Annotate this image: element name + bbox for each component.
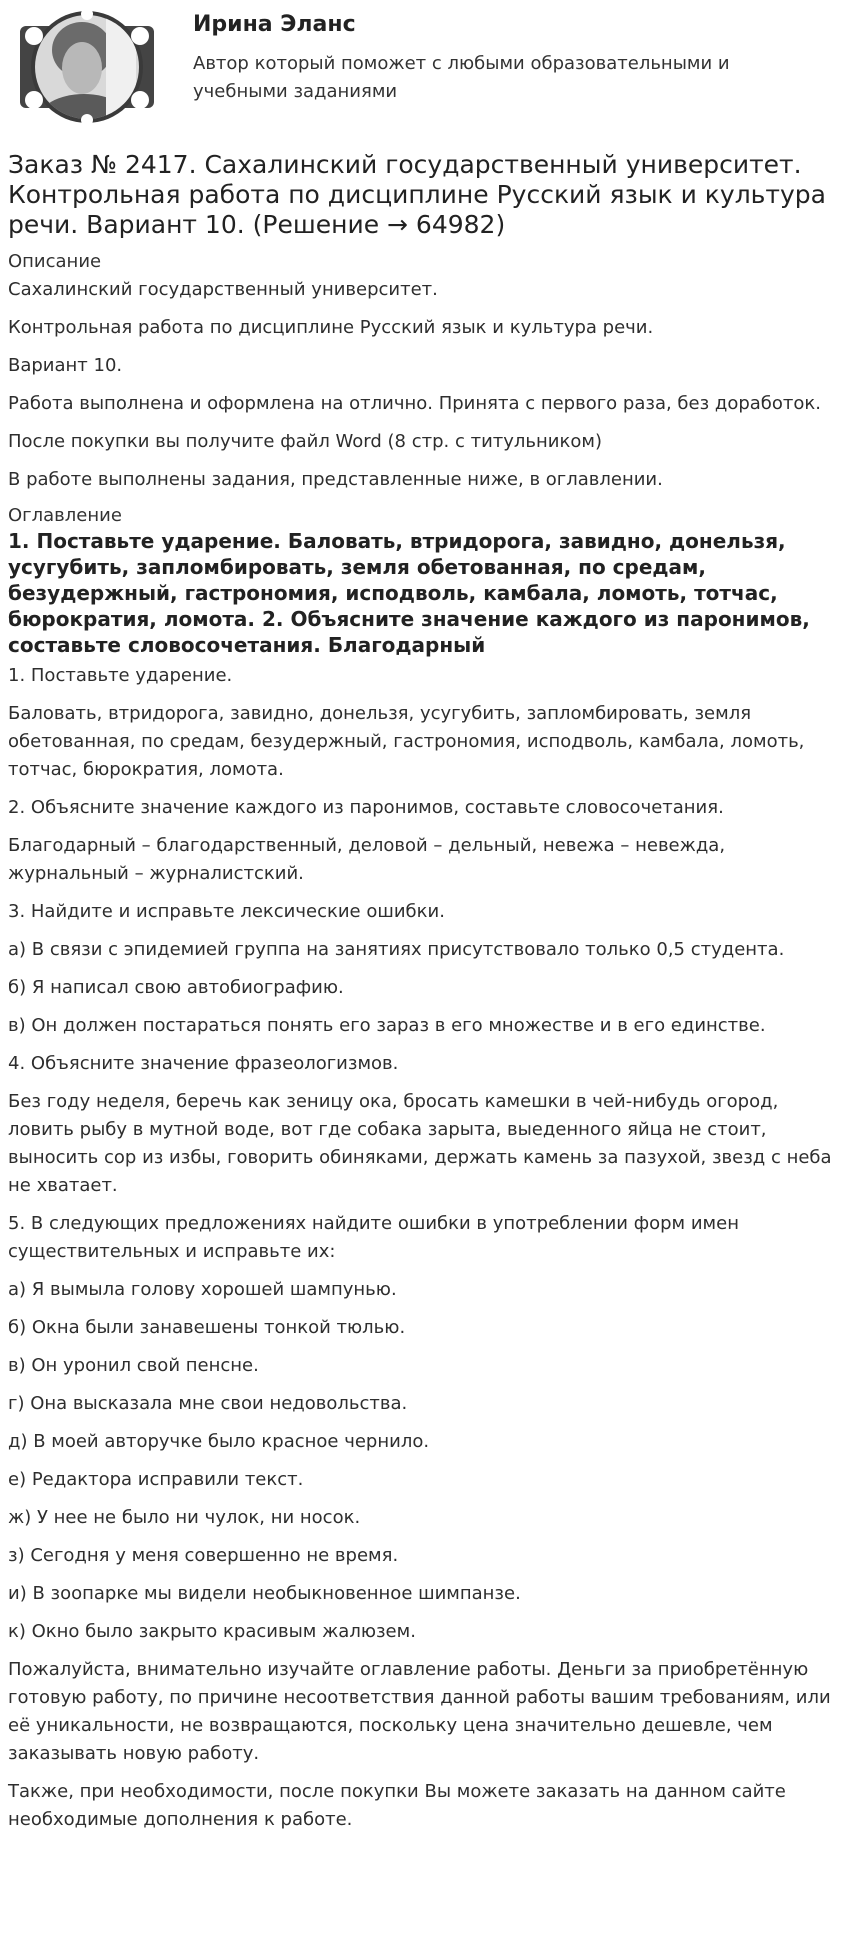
toc-paragraph: Пожалуйста, внимательно изучайте оглавление работы. Деньги за приобретённую готовую работу, по причине несоответствия данной работы вашим требованиям, или её уникальности, не возвращаются, поскольку цена значительно дешевле, чем заказывать новую работу.: [8, 1659, 831, 1764]
description-paragraph: Работа выполнена и оформлена на отлично. Принята с первого раза, без доработок.: [8, 393, 822, 414]
toc-paragraph: в) Он должен постараться понять его зараз в его множестве и в его единстве.: [8, 1015, 766, 1036]
description-paragraph: Сахалинский государственный университет.: [8, 279, 438, 300]
author-name: Ирина Эланс: [193, 12, 356, 37]
description-section: [8, 276, 839, 494]
description-paragraph: Контрольная работа по дисциплине Русский язык и культура речи.: [8, 317, 654, 338]
toc-paragraph: а) В связи с эпидемией группа на занятиях присутствовало только 0,5 студента.: [8, 939, 785, 960]
author-avatar: [16, 8, 158, 126]
description-label: Описание: [8, 251, 102, 272]
description-paragraph: Вариант 10.: [8, 355, 123, 376]
toc-paragraph: д) В моей авторучке было красное чернило.: [8, 1431, 430, 1452]
toc-heading: 1. Поставьте ударение. Баловать, втридорога, завидно, донельзя, усугубить, запломбировать, земля обетованная, по средам, безудержный, гастрономия, исподволь, камбала, ломоть, тотчас, бюрократия, ломота. 2. Объясните значение каждого из паронимов, составьте словосочетания. Благодарный: [8, 529, 810, 657]
toc-paragraph: к) Окно было закрыто красивым жалюзем.: [8, 1621, 416, 1642]
toc-paragraph: 4. Объясните значение фразеологизмов.: [8, 1053, 399, 1074]
description-paragraph: После покупки вы получите файл Word (8 стр. с титульником): [8, 431, 602, 452]
toc-paragraph: е) Редактора исправили текст.: [8, 1469, 304, 1490]
toc-paragraph: Благодарный – благодарственный, деловой – дельный, невежа – невежда, журнальный – журналистский.: [8, 835, 726, 884]
toc-paragraph: и) В зоопарке мы видели необыкновенное шимпанзе.: [8, 1583, 521, 1604]
toc-paragraph: Без году неделя, беречь как зеницу ока, бросать камешки в чей-нибудь огород, ловить рыбу в мутной воде, вот где собака зарыта, выеденного яйца не стоит, выносить сор из избы, говорить обиняками, держать камень за пазухой, звезд с неба не хватает.: [8, 1091, 832, 1196]
toc-paragraph: ж) У нее не было ни чулок, ни носок.: [8, 1507, 361, 1528]
toc-paragraph: 5. В следующих предложениях найдите ошибки в употреблении форм имен существительных и исправьте их:: [8, 1213, 739, 1262]
toc-paragraph: 3. Найдите и исправьте лексические ошибки.: [8, 901, 445, 922]
toc-paragraph: Баловать, втридорога, завидно, донельзя, усугубить, запломбировать, земля обетованная, по средам, безудержный, гастрономия, исподволь, камбала, ломоть, тотчас, бюрократия, ломота.: [8, 703, 805, 780]
toc-label: Оглавление: [8, 505, 122, 526]
toc-paragraph: г) Она высказала мне свои недовольства.: [8, 1393, 408, 1414]
toc-paragraph: 1. Поставьте ударение.: [8, 665, 233, 686]
toc-paragraph: з) Сегодня у меня совершенно не время.: [8, 1545, 399, 1566]
toc-paragraph: 2. Объясните значение каждого из паронимов, составьте словосочетания.: [8, 797, 724, 818]
toc-paragraph: б) Окна были занавешены тонкой тюлью.: [8, 1317, 406, 1338]
toc-section: [8, 662, 839, 1834]
toc-paragraph: Также, при необходимости, после покупки Вы можете заказать на данном сайте необходимые дополнения к работе.: [8, 1781, 786, 1830]
order-title: Заказ № 2417. Сахалинский государственный университет. Контрольная работа по дисциплине Русский язык и культура речи. Вариант 10. (Решение → 64982): [8, 150, 826, 239]
toc-paragraph: б) Я написал свою автобиографию.: [8, 977, 344, 998]
description-paragraph: В работе выполнены задания, представленные ниже, в оглавлении.: [8, 469, 663, 490]
toc-paragraph: в) Он уронил свой пенсне.: [8, 1355, 259, 1376]
toc-paragraph: а) Я вымыла голову хорошей шампунью.: [8, 1279, 397, 1300]
author-description: Автор который поможет с любыми образовательными и учебными заданиями: [193, 53, 730, 102]
author-header: [8, 0, 839, 135]
